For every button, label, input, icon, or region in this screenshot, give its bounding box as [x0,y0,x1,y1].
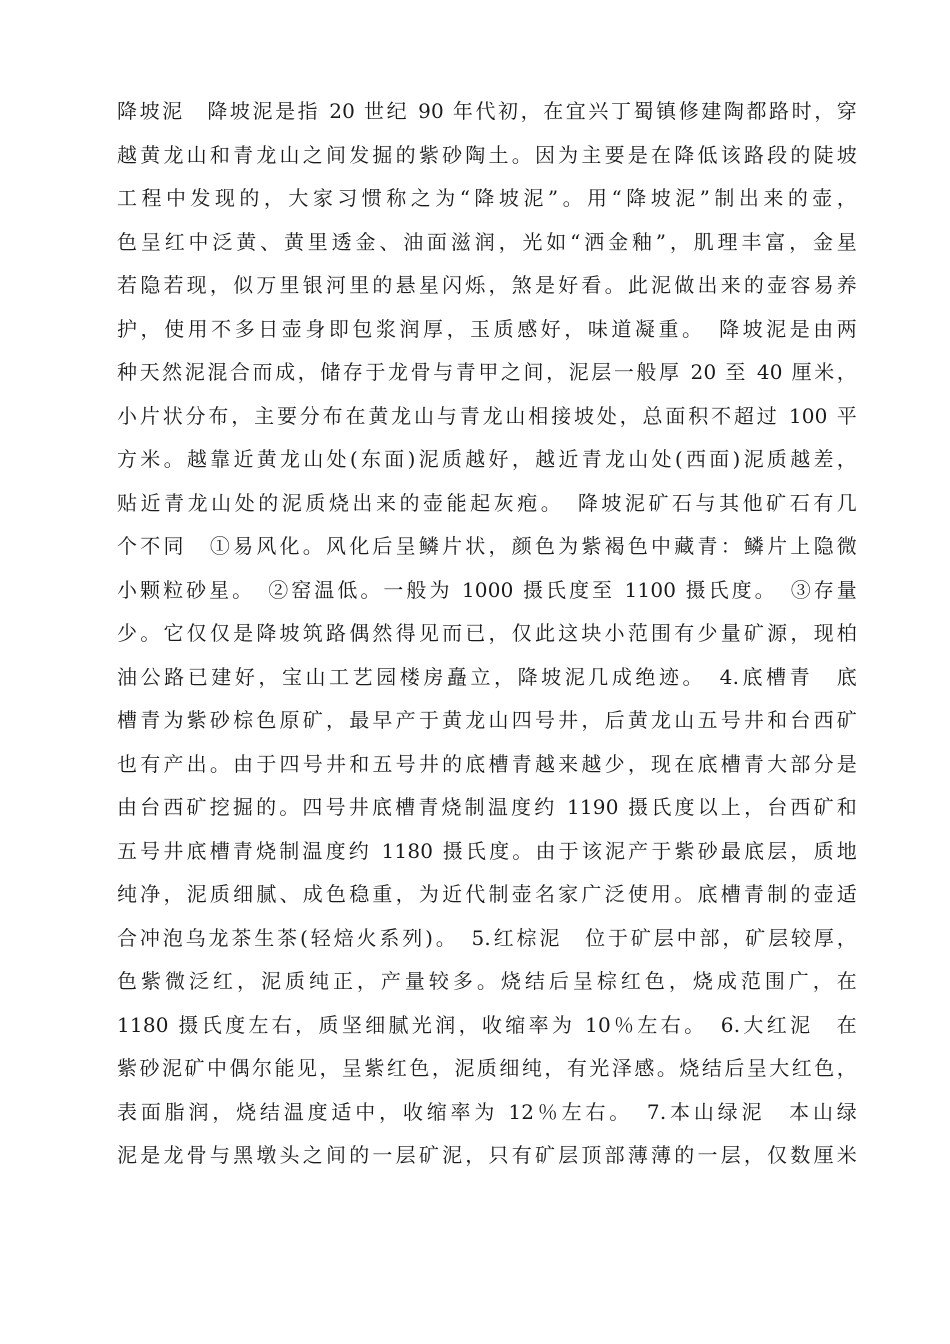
text-line: 小片状分布，主要分布在黄龙山与青龙山相接坡处，总面积不超过 100 平 [117,403,857,428]
text-line: 合冲泡乌龙茶生茶(轻焙火系列)。 5.红棕泥 位于矿层中部，矿层较厚， [117,925,857,950]
text-line: 泥是龙骨与黑墩头之间的一层矿泥，只有矿层顶部薄薄的一层，仅数厘米 [117,1143,857,1167]
text-line: 越黄龙山和青龙山之间发掘的紫砂陶土。因为主要是在降低该路段的陡坡 [117,142,857,167]
text-line: 少。它仅仅是降坡筑路偶然得见而已，仅此这块小范围有少量矿源，现柏 [117,621,857,645]
text-line: 若隐若现，似万里银河里的悬星闪烁，煞是好看。此泥做出来的壶容易养 [117,273,857,297]
text-line: 小颗粒砂星。 ②窑温低。一般为 1000 摄氏度至 1100 摄氏度。 ③存量 [117,577,857,602]
text-line: 1180 摄氏度左右，质坚细腻光润，收缩率为 10％左右。 6.大红泥 在 [117,1012,857,1037]
text-line: 工程中发现的，大家习惯称之为“降坡泥”。用“降坡泥”制出来的壶， [117,186,857,210]
text-line: 方米。越靠近黄龙山处(东面)泥质越好，越近青龙山处(西面)泥质越差， [117,447,857,471]
text-line: 色呈红中泛黄、黄里透金、油面滋润，光如“洒金釉”，肌理丰富，金星 [117,229,857,254]
body-text [117,90,857,1178]
text-line: 也有产出。由于四号井和五号井的底槽青越来越少，现在底槽青大部分是 [117,751,857,776]
text-line: 槽青为紫砂棕色原矿，最早产于黄龙山四号井，后黄龙山五号井和台西矿 [117,708,857,732]
text-line: 种天然泥混合而成，储存于龙骨与青甲之间，泥层一般厚 20 至 40 厘米， [117,360,857,384]
text-line: 紫砂泥矿中偶尔能见，呈紫红色，泥质细纯，有光泽感。烧结后呈大红色， [117,1056,857,1080]
text-line: 降坡泥 降坡泥是指 20 世纪 90 年代初，在宜兴丁蜀镇修建陶都路时，穿 [117,99,857,123]
text-line: 油公路已建好，宝山工艺园楼房矗立，降坡泥几成绝迹。 4.底槽青 底 [117,664,857,689]
text-line: 个不同 ①易风化。风化后呈鳞片状，颜色为紫褐色中藏青：鳞片上隐微 [117,534,857,558]
text-line: 色紫微泛红，泥质纯正，产量较多。烧结后呈棕红色，烧成范围广，在 [117,969,857,993]
text-line: 护，使用不多日壶身即包浆润厚，玉质感好，味道凝重。 降坡泥是由两 [117,316,857,341]
text-line: 五号井底槽青烧制温度约 1180 摄氏度。由于该泥产于紫砂最底层，质地 [117,838,857,863]
text-line: 由台西矿挖掘的。四号井底槽青烧制温度约 1190 摄氏度以上，台西矿和 [117,795,857,819]
text-line: 纯净，泥质细腻、成色稳重，为近代制壶名家广泛使用。底槽青制的壶适 [117,882,857,906]
text-line: 表面脂润，烧结温度适中，收缩率为 12％左右。 7.本山绿泥 本山绿 [117,1099,857,1124]
text-line: 贴近青龙山处的泥质烧出来的壶能起灰疱。 降坡泥矿石与其他矿石有几 [117,490,857,515]
